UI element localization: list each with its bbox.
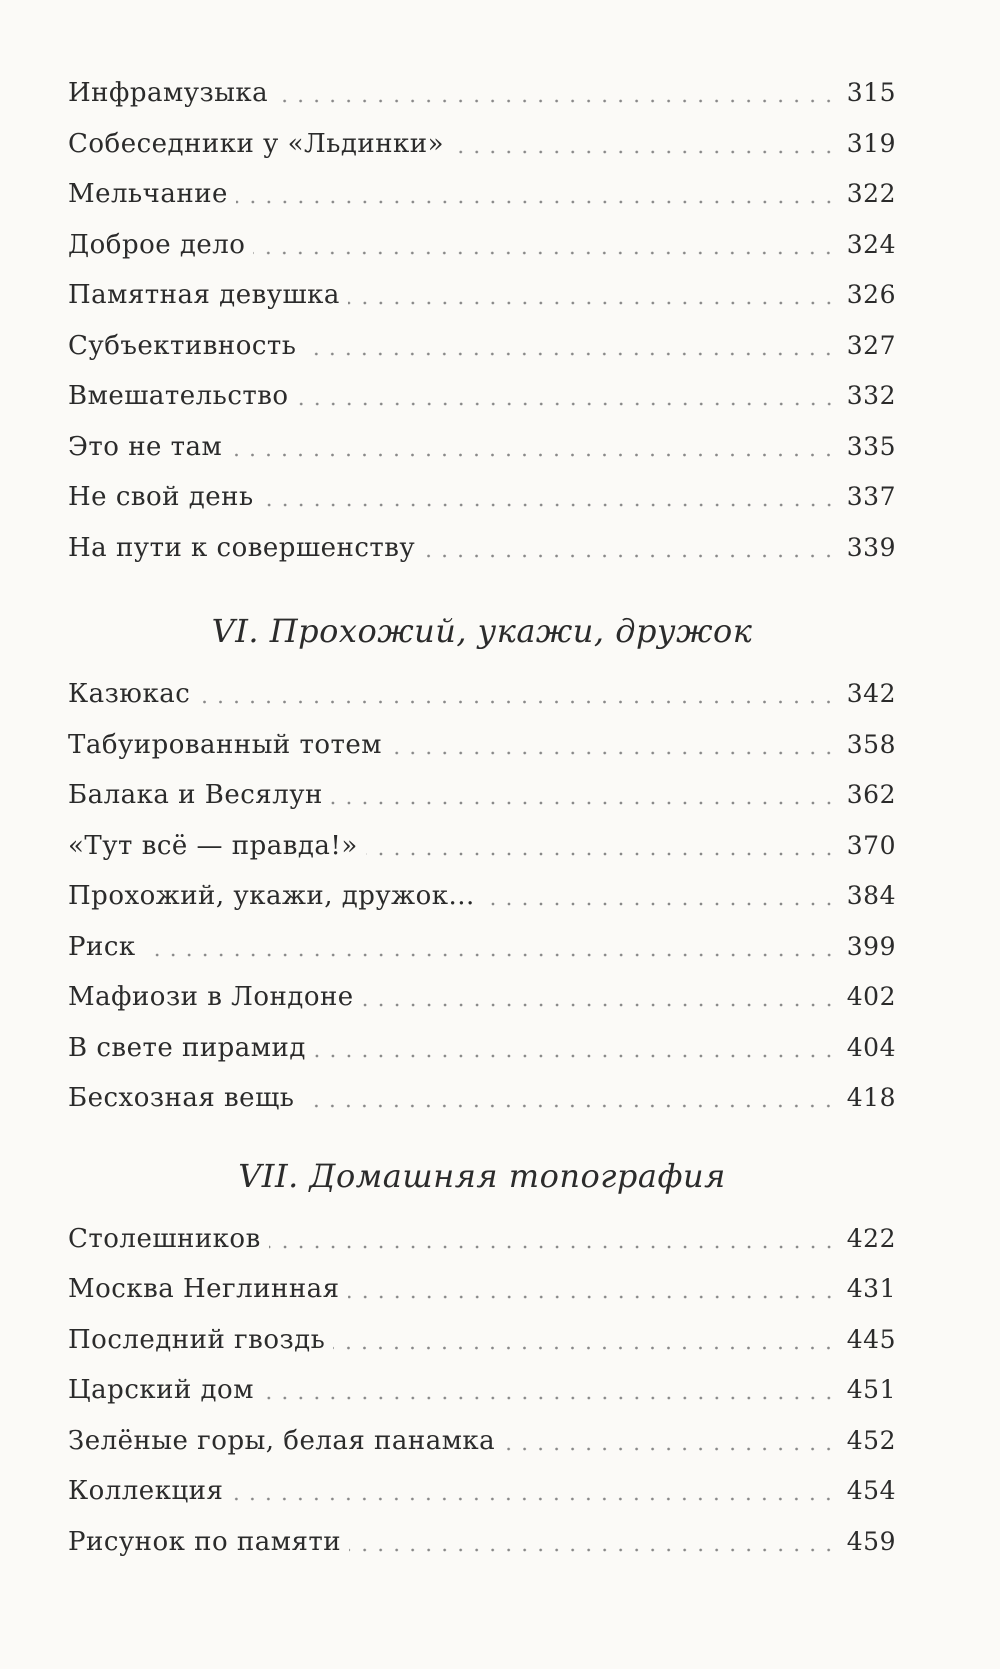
toc-entry-page: 402	[846, 982, 896, 1011]
toc-entry-page: 404	[846, 1032, 896, 1062]
toc-entry-title: Мельчание	[68, 179, 228, 209]
toc-entry-page: 384	[846, 881, 896, 910]
dot-leader	[231, 1497, 836, 1501]
toc-entry	[68, 821, 896, 872]
toc-entry-title: Столешников	[68, 1223, 261, 1254]
dot-leader	[331, 801, 837, 805]
toc-group-1	[68, 68, 896, 573]
toc-entry	[68, 1264, 896, 1315]
dot-leader	[333, 1346, 836, 1350]
dot-leader	[452, 150, 837, 154]
toc-section-6	[68, 601, 896, 1124]
toc-entry	[68, 720, 896, 771]
toc-entry	[68, 68, 896, 119]
toc-entry-page: 422	[846, 1223, 896, 1253]
toc-entry-title: Это не там	[68, 431, 223, 462]
toc-entry	[68, 1023, 896, 1074]
toc-entry-title: Субъективность	[68, 330, 297, 361]
toc-entry	[68, 321, 896, 372]
toc-entry-page: 335	[846, 431, 896, 461]
section-heading: VII. Домашняя топография	[238, 1156, 726, 1195]
toc-entry-title: Балака и Весялун	[68, 780, 323, 810]
toc-section-7	[68, 1146, 896, 1568]
toc-entry-page: 315	[846, 78, 896, 107]
toc-entry-title: Зелёные горы, белая панамка	[68, 1425, 496, 1456]
toc-entry-page: 339	[846, 532, 896, 562]
spacer	[68, 661, 896, 669]
dot-leader	[297, 402, 837, 406]
toc-entry	[68, 523, 896, 574]
dot-leader	[262, 503, 837, 507]
toc-entry	[68, 922, 896, 973]
toc-entry-page: 362	[846, 780, 896, 809]
toc-entry-title: Вмешательство	[68, 381, 289, 411]
toc-entry	[68, 1365, 896, 1416]
table-of-contents	[68, 68, 896, 1567]
toc-entry-title: Инфрамузыка	[68, 78, 269, 108]
dot-leader	[483, 902, 837, 906]
dot-leader	[198, 700, 837, 704]
spacer	[68, 1206, 896, 1214]
dot-leader	[253, 251, 836, 255]
toc-entry-title: Коллекция	[68, 1476, 224, 1506]
spacer	[68, 1124, 896, 1146]
toc-entry-title: Рисунок по памяти	[68, 1526, 342, 1557]
toc-entry	[68, 1315, 896, 1366]
toc-entry-title: На пути к совершенству	[68, 532, 416, 563]
toc-entry	[68, 1466, 896, 1517]
toc-entry-title: В свете пирамид	[68, 1032, 306, 1063]
toc-entry-page: 452	[846, 1425, 896, 1455]
toc-entry	[68, 270, 896, 321]
toc-entry-title: Москва Неглинная	[68, 1274, 340, 1304]
toc-entry-page: 327	[846, 330, 896, 360]
dot-leader	[366, 852, 837, 856]
toc-entry-page: 358	[846, 729, 896, 759]
toc-entry-page: 332	[846, 381, 896, 410]
toc-entry-page: 399	[846, 931, 896, 961]
toc-entry-page: 322	[846, 179, 896, 208]
toc-entry-page: 342	[846, 679, 896, 708]
toc-entry-title: Последний гвоздь	[68, 1324, 326, 1355]
toc-entry	[68, 1214, 896, 1265]
toc-entry-title: Бесхозная вещь	[68, 1083, 295, 1113]
toc-entry-page: 324	[846, 229, 896, 259]
spacer	[68, 573, 896, 601]
toc-entry	[68, 972, 896, 1023]
dot-leader	[276, 99, 837, 103]
section-heading: VI. Прохожий, укажи, дружок	[211, 612, 753, 650]
dot-leader	[362, 1003, 837, 1007]
toc-entry	[68, 169, 896, 220]
toc-entry	[68, 119, 896, 170]
toc-entry-page: 451	[846, 1375, 896, 1404]
toc-entry	[68, 669, 896, 720]
dot-leader	[423, 554, 837, 558]
toc-entry-page: 431	[846, 1274, 896, 1303]
toc-entry	[68, 770, 896, 821]
toc-entry-page: 337	[846, 482, 896, 511]
toc-entry-page: 319	[846, 128, 896, 158]
toc-entry-page: 370	[846, 830, 896, 860]
toc-entry	[68, 1517, 896, 1568]
toc-entry	[68, 871, 896, 922]
dot-leader	[503, 1447, 837, 1451]
toc-entry-title: «Тут всё — правда!»	[68, 830, 358, 861]
toc-entry-title: Памятная девушка	[68, 280, 340, 310]
toc-entry-page: 454	[846, 1476, 896, 1505]
toc-entry-title: Табуированный тотем	[68, 729, 383, 760]
dot-leader	[262, 1396, 837, 1400]
toc-entry	[68, 371, 896, 422]
toc-entry-page: 459	[846, 1526, 896, 1556]
toc-entry-page: 326	[846, 280, 896, 309]
dot-leader	[144, 953, 837, 957]
dot-leader	[304, 352, 836, 356]
toc-entry-page: 445	[846, 1324, 896, 1354]
toc-entry	[68, 1073, 896, 1124]
toc-entry-title: Собеседники у «Льдинки»	[68, 128, 445, 159]
toc-entry-title: Риск	[68, 931, 136, 962]
dot-leader	[349, 1548, 837, 1552]
toc-entry-title: Не свой день	[68, 482, 254, 512]
toc-entry-title: Царский дом	[68, 1375, 254, 1405]
toc-entry-title: Прохожий, укажи, дружок...	[68, 881, 475, 911]
toc-entry	[68, 220, 896, 271]
toc-entry-page: 418	[846, 1083, 896, 1112]
dot-leader	[390, 751, 837, 755]
dot-leader	[348, 1295, 837, 1299]
dot-leader	[314, 1054, 837, 1058]
toc-entry	[68, 422, 896, 473]
dot-leader	[302, 1104, 836, 1108]
dot-leader	[348, 301, 837, 305]
toc-entry	[68, 472, 896, 523]
dot-leader	[230, 453, 836, 457]
dot-leader	[269, 1245, 837, 1249]
dot-leader	[236, 200, 837, 204]
toc-entry-title: Казюкас	[68, 679, 191, 709]
toc-entry-title: Доброе дело	[68, 229, 246, 260]
toc-entry-title: Мафиози в Лондоне	[68, 982, 354, 1012]
toc-entry	[68, 1416, 896, 1467]
